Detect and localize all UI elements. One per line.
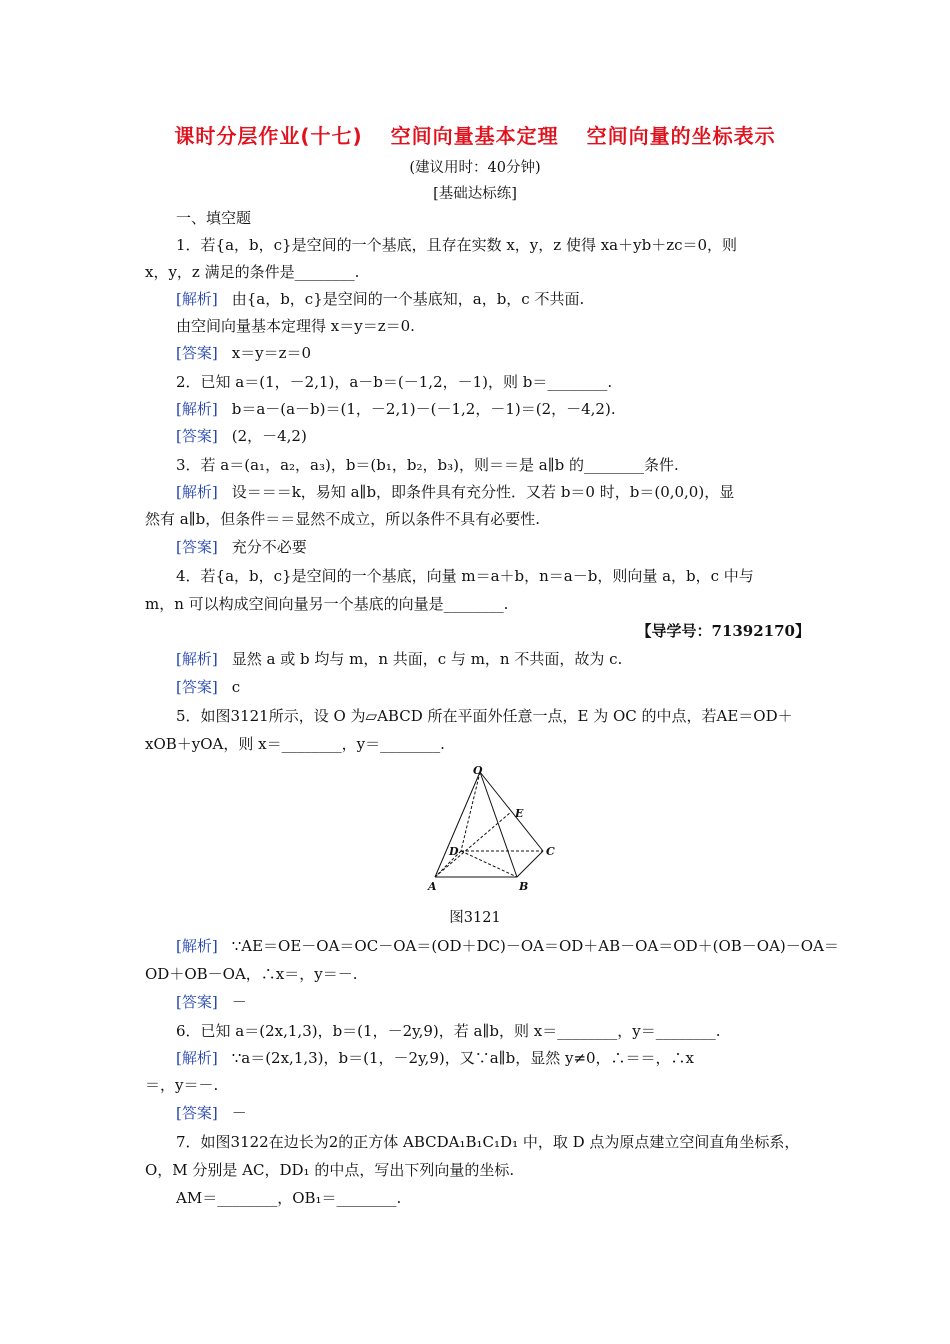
- label-C: C: [546, 845, 555, 858]
- q6-analysis-row: [176, 1046, 841, 1070]
- label-E: E: [515, 807, 524, 820]
- q1-line1: 1．若{a，b，c}是空间的一个基底，且存在实数 x，y，z 使得 xa＋yb＋zc＝0，则: [176, 236, 738, 254]
- label-O: O: [473, 764, 483, 777]
- time-hint: (建议用时：40分钟): [409, 160, 541, 176]
- q2-answer-row: [176, 424, 841, 448]
- q7-line1: 7．如图3122在边长为2的正方体 ABCDA₁B₁C₁D₁ 中，取 D 点为原点建立空间直角坐标系，: [176, 1133, 800, 1151]
- q6-line1: 6．已知 a＝(2x,1,3)，b＝(1，－2y,9)，若 a∥b，则 x＝________，y＝________.: [176, 1022, 721, 1040]
- q4-analysis-row: [176, 647, 841, 671]
- q3-answer: 充分不必要: [231, 538, 307, 556]
- q2-analysis: b＝a－(a－b)＝(1，－2,1)－(－1,2，－1)＝(2，－4,2).: [231, 400, 616, 418]
- answer-tag: [答案]: [176, 344, 218, 362]
- q1-answer: x＝y＝z＝0: [231, 344, 312, 362]
- q2-answer: (2，－4,2): [231, 427, 307, 445]
- title-part-1: 课时分层作业(十七): [174, 124, 363, 148]
- q3-analysis-row: [176, 480, 841, 504]
- pyramid-figure: [425, 762, 565, 902]
- q6-analysis1: ∵a＝(2x,1,3)，b＝(1，－2y,9)，又∵a∥b，显然 y≠0，∴＝＝，∴x: [231, 1049, 695, 1067]
- q4-analysis: 显然 a 或 b 均与 m，n 共面，c 与 m，n 不共面，故为 c.: [231, 650, 623, 668]
- analysis-tag: [解析]: [176, 400, 218, 418]
- q1-answer-row: [176, 341, 841, 365]
- q2-analysis-row: [176, 397, 841, 421]
- q5-answer: －: [231, 993, 247, 1011]
- section-heading: [基础达标练]: [433, 186, 517, 202]
- analysis-tag: [解析]: [176, 290, 218, 308]
- page-title: [0, 120, 950, 149]
- analysis-tag: [解析]: [176, 650, 218, 668]
- q3-analysis1: 设＝＝＝k，易知 a∥b，即条件具有充分性．又若 b＝0 时，b＝(0,0,0)，显: [231, 483, 735, 501]
- answer-tag: [答案]: [176, 1104, 218, 1122]
- q4-answer: c: [231, 678, 241, 696]
- title-part-2: 空间向量基本定理: [390, 124, 559, 148]
- q4-line1: 4．若{a，b，c}是空间的一个基底，向量 m＝a＋b，n＝a－b，则向量 a，b，c 中与: [176, 567, 754, 585]
- label-A: A: [428, 880, 437, 893]
- analysis-tag: [解析]: [176, 937, 218, 955]
- q5-analysis1: ∵AE＝OE－OA＝OC－OA＝(OD＋DC)－OA＝OD＋AB－OA＝OD＋(OB－OA)－OA＝: [231, 937, 839, 955]
- q7-line3: AM＝________，OB₁＝________.: [176, 1189, 402, 1207]
- q1-analysis-row: [176, 287, 841, 311]
- q6-answer: －: [231, 1104, 247, 1122]
- part-heading: 一、填空题: [176, 209, 252, 227]
- answer-tag: [答案]: [176, 678, 218, 696]
- label-D: D: [449, 845, 459, 858]
- guide-number: 【导学号：71392170】: [636, 622, 810, 640]
- analysis-tag: [解析]: [176, 1049, 218, 1067]
- q2-line1: 2．已知 a＝(1，－2,1)，a－b＝(－1,2，－1)，则 b＝________.: [176, 373, 613, 391]
- q5-line2: xOB＋yOA，则 x＝________，y＝________.: [145, 735, 445, 753]
- q6-answer-row: [176, 1101, 841, 1125]
- q5-line1: 5．如图3121所示，设 O 为▱ABCD 所在平面外任意一点，E 为 OC 的中点，若AE＝OD＋: [176, 707, 793, 725]
- q3-analysis2: 然有 a∥b，但条件＝＝显然不成立，所以条件不具有必要性.: [145, 510, 541, 528]
- answer-tag: [答案]: [176, 427, 218, 445]
- answer-tag: [答案]: [176, 993, 218, 1011]
- q7-line2: O，M 分别是 AC，DD₁ 的中点，写出下列向量的坐标.: [145, 1161, 515, 1179]
- q4-answer-row: [176, 675, 841, 699]
- figure-caption: 图3121: [449, 910, 501, 926]
- q1-analysis2: 由空间向量基本定理得 x＝y＝z＝0.: [176, 317, 415, 335]
- answer-tag: [答案]: [176, 538, 218, 556]
- q3-answer-row: [176, 535, 841, 559]
- analysis-tag: [解析]: [176, 483, 218, 501]
- q5-answer-row: [176, 990, 841, 1014]
- q5-analysis-row: [176, 934, 841, 958]
- q1-analysis1: 由{a，b，c}是空间的一个基底知，a，b，c 不共面.: [231, 290, 585, 308]
- title-part-3: 空间向量的坐标表示: [586, 124, 776, 148]
- q6-analysis2: ＝，y＝－.: [145, 1076, 219, 1094]
- q1-line2: x，y，z 满足的条件是________.: [145, 263, 360, 281]
- q5-analysis2: OD＋OB－OA，∴x＝，y＝－.: [145, 965, 358, 983]
- q4-line2: m，n 可以构成空间向量另一个基底的向量是________.: [145, 595, 509, 613]
- label-B: B: [519, 880, 529, 893]
- q3-line1: 3．若 a＝(a₁，a₂，a₃)，b＝(b₁，b₂，b₃)，则＝＝是 a∥b 的________条件.: [176, 456, 679, 474]
